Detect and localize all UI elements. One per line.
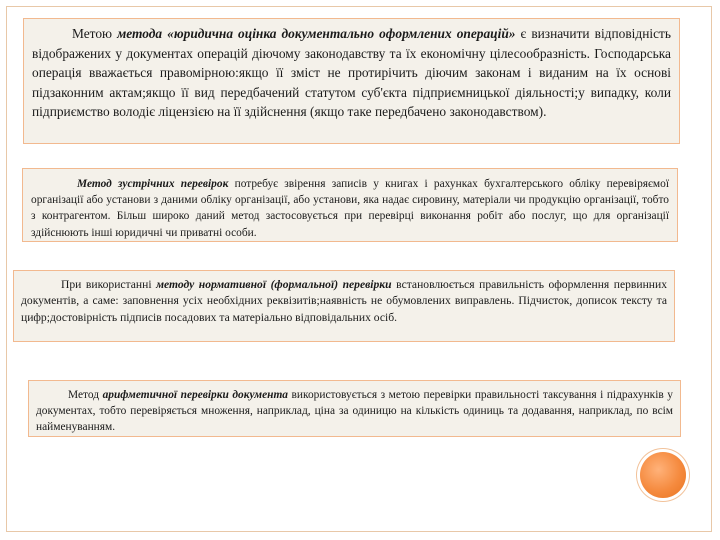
legal-assessment-paragraph <box>32 24 671 122</box>
arithmetic-check-paragraph <box>36 387 673 436</box>
p4-body: використовується з метою перевірки правильності таксування і підрахунків у документах, тобто перевіряється множення, наприклад, ціна за одиницю на кількість одиниць та додавання, наприклад, по всім найменуванням. <box>36 389 673 434</box>
counter-check-paragraph <box>31 176 669 241</box>
p4-before: Метод <box>68 389 103 401</box>
counter-check-method-box <box>22 168 678 242</box>
p1-method-name: метода «юридична оцінка документально оформлених операцій» <box>117 26 516 41</box>
legal-assessment-method-box <box>23 18 680 144</box>
normative-check-paragraph <box>21 277 667 326</box>
normative-check-method-box <box>13 270 675 342</box>
p2-method-name: Метод зустрічних перевірок <box>77 178 229 190</box>
p1-before: Метою <box>72 26 118 41</box>
p3-body: встановлюється правильність оформлення первинних документів, а саме: заповнення усіх необхідних реквізитів;наявність не обумовлених виправлень. Підчисток, дописок тексту та цифр;достовірність підписів посадових та матеріально відповідальних осіб. <box>21 278 667 324</box>
p4-method-name: арифметичної перевірки документа <box>102 389 289 401</box>
p3-method-name: методу нормативної (формальної) перевірки <box>156 278 392 291</box>
p1-body: є визначити відповідність відображених у документах операцій діючому законодавству та їх економічну цілесообразність. Господарська операція вважається правомірною:якщо її зміст не протирічить діючим законам і виданим на їх основі підзаконним актам;якщо її вид передбачений статутом суб'єкта підприємницької діяльності;у випадку, коли підприємство володіє ліцензією на її здійснення (якщо таке передбачено законодавством). <box>32 26 671 120</box>
decorative-orange-circle <box>640 452 686 498</box>
p3-before: При використанні <box>61 278 157 291</box>
p2-body: потребує звірення записів у книгах і рахунках бухгалтерського обліку перевіряємої організації або установи з даними обліку організації, або установи, яка надає сировину, матеріали чи продукцію організації, тобто з контрагентом. Більш широко даний метод застосовується при перевірці виконання робіт або послуг, що для організації здійснюють інші юридичні чи приватні особи. <box>31 178 669 239</box>
arithmetic-check-method-box <box>28 380 681 437</box>
